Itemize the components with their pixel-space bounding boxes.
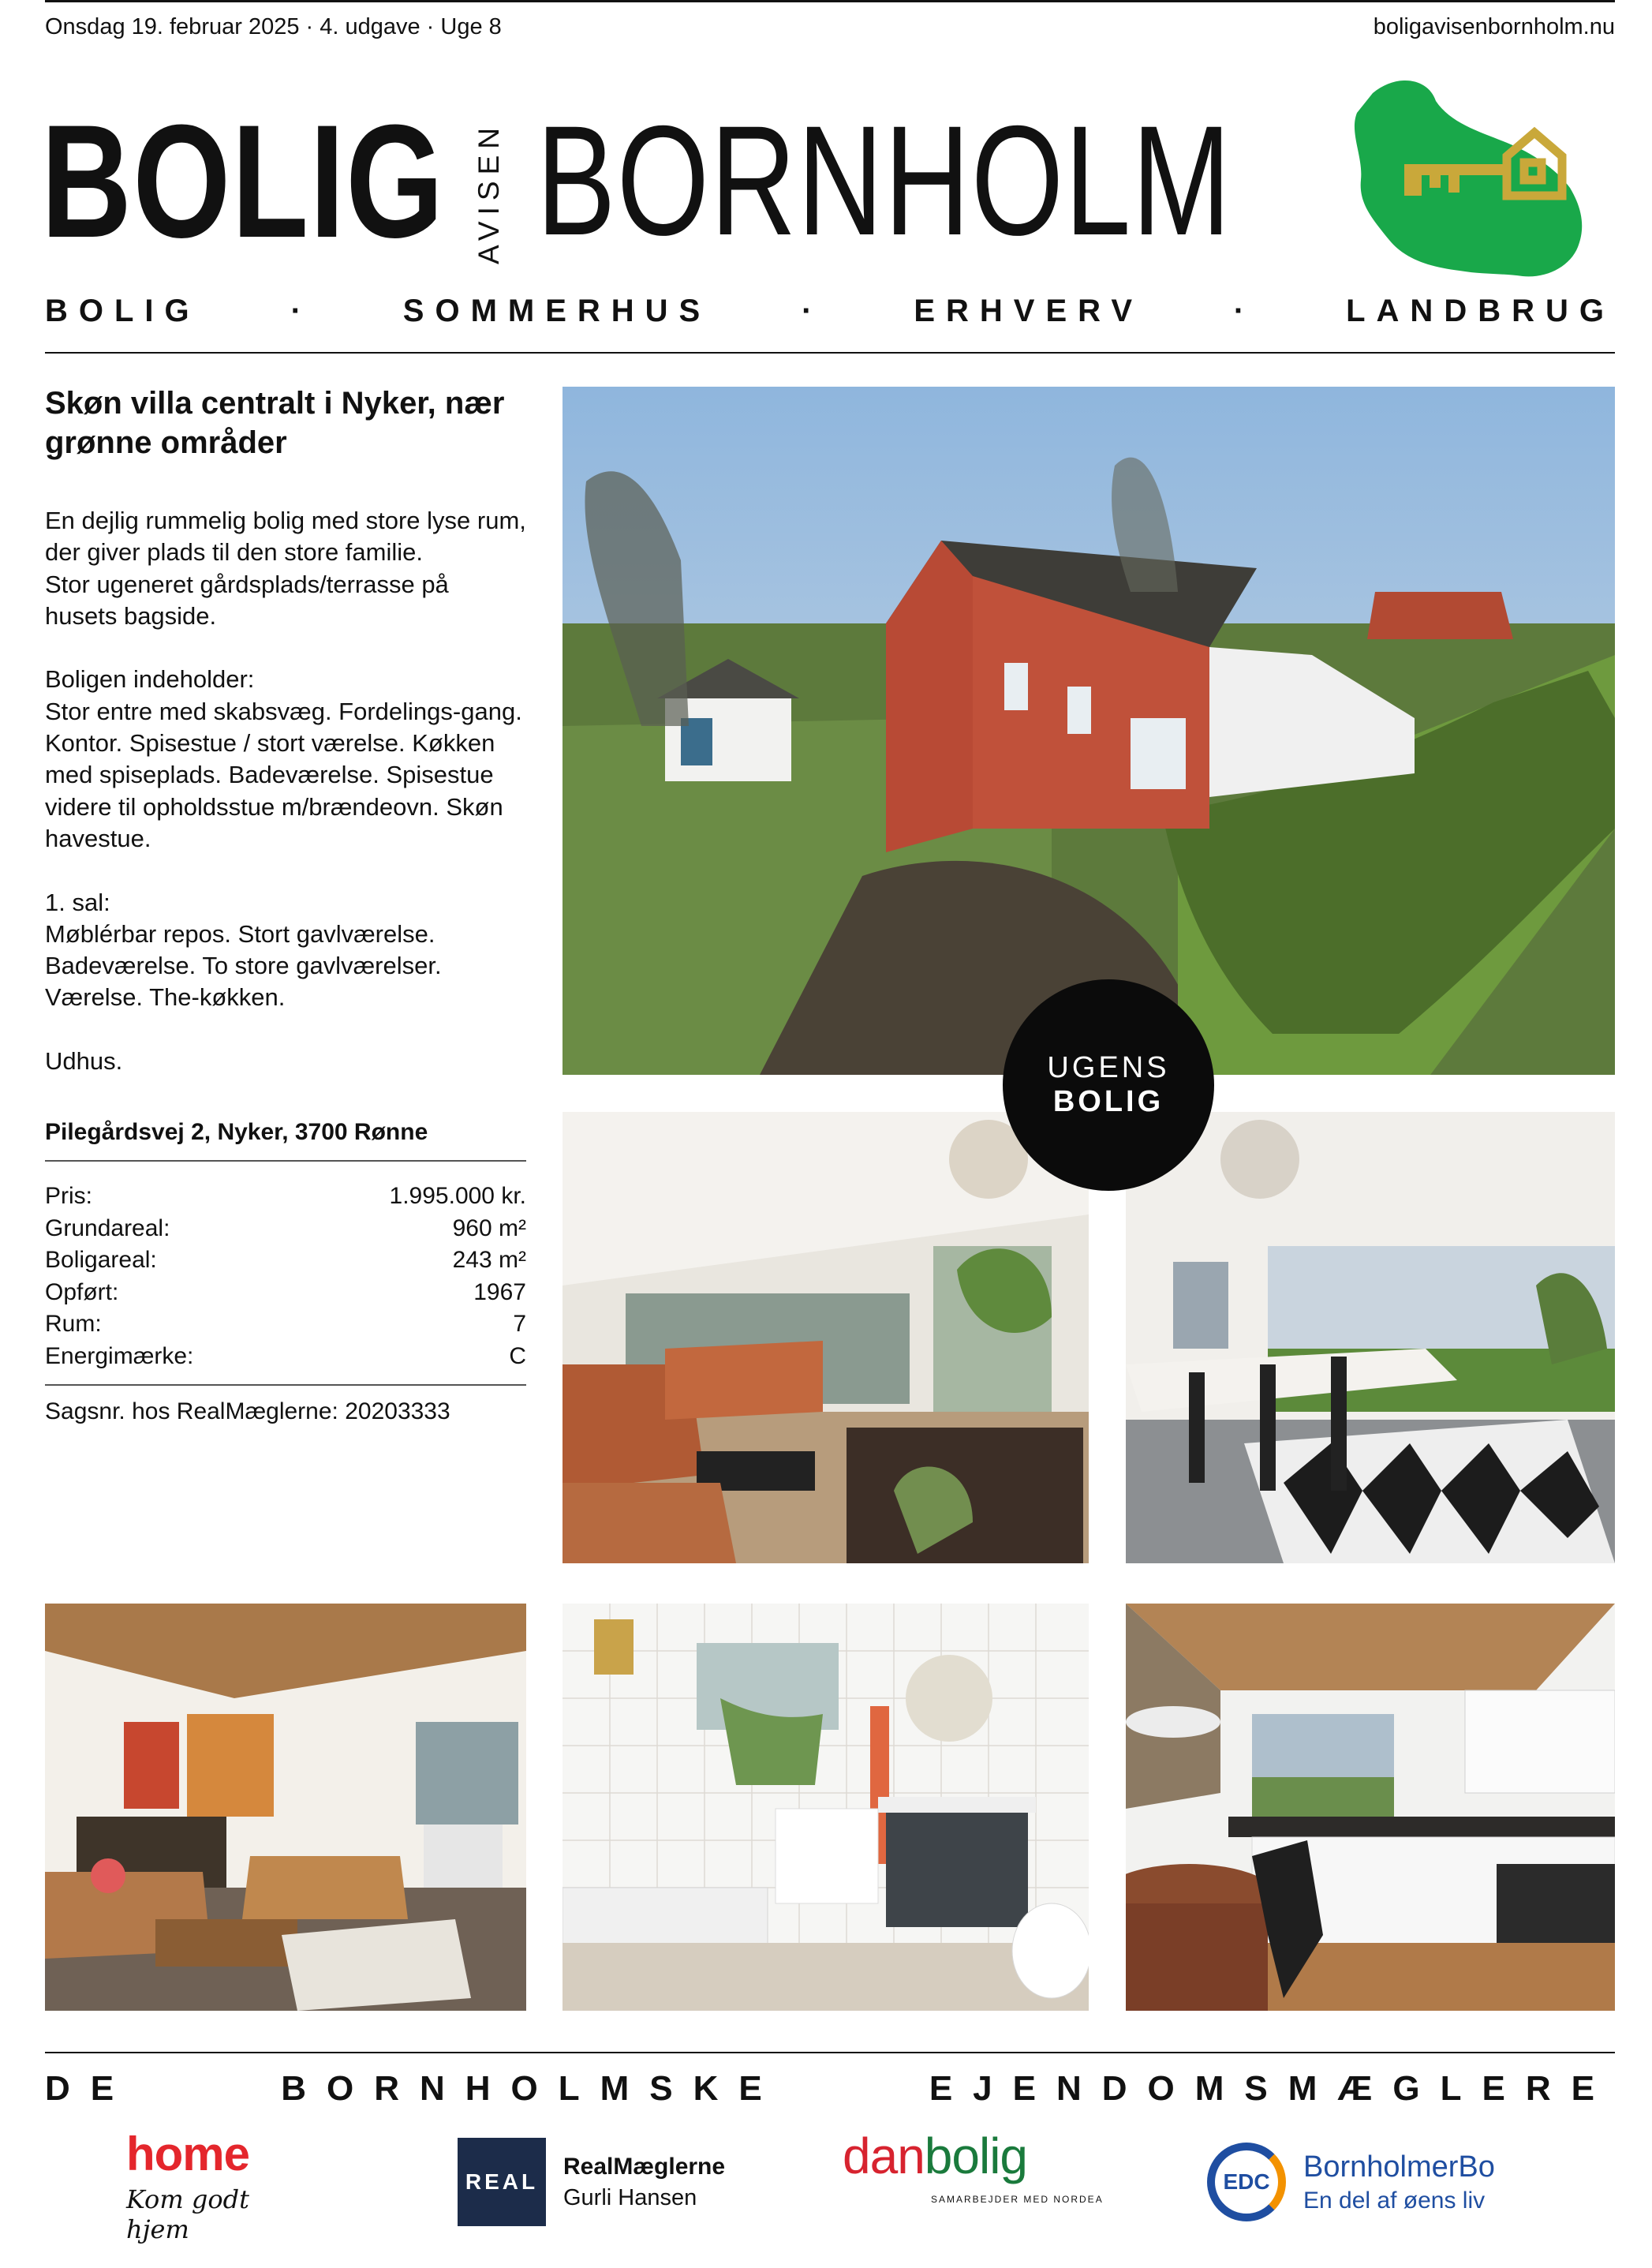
masthead-avisen: AVISEN: [473, 122, 505, 264]
agent-home-logo[interactable]: [126, 2128, 284, 2244]
category-landbrug: LANDBRUG: [1346, 294, 1615, 328]
website-link[interactable]: boligavisenbornholm.nu: [1373, 14, 1615, 39]
photo-living-room: [45, 1604, 526, 2011]
home-tagline: Kom godt hjem: [126, 2184, 249, 2244]
footer-word-bornholmske: BORNHOLMSKE: [281, 2069, 783, 2108]
category-sommerhus: SOMMERHUS: [402, 294, 712, 328]
masthead-avisen-wrap: [473, 118, 512, 264]
agent-edc-logo[interactable]: [1207, 2131, 1570, 2233]
real-sub: Gurli Hansen: [563, 2184, 697, 2210]
masthead-bolig: BOLIG: [41, 92, 445, 271]
home-wordmark: home: [126, 2128, 250, 2180]
header-rule: [45, 352, 1615, 354]
fact-value: 243 m²: [452, 1247, 526, 1273]
fact-row-plot: [45, 1213, 526, 1245]
fact-row-rooms: [45, 1308, 526, 1341]
badge-line2: BOLIG: [1052, 1085, 1164, 1118]
facts-rule-bottom: [45, 1384, 526, 1386]
edc-circle-icon: [1207, 2143, 1286, 2221]
top-rule: [45, 0, 1615, 2]
danbolig-bolig: bolig: [924, 2128, 1027, 2184]
fact-label: Grundareal:: [45, 1214, 170, 1241]
real-name: RealMæglerne: [563, 2153, 726, 2180]
agent-realmaeglerne-logo[interactable]: [458, 2131, 742, 2233]
edc-text: [1303, 2150, 1495, 2214]
fact-row-price: [45, 1181, 526, 1213]
footer-title: [45, 2069, 1615, 2109]
fact-row-energy: [45, 1341, 526, 1373]
fact-value: 1.995.000 kr.: [389, 1183, 526, 1209]
bornholm-key-logo: [1341, 69, 1609, 290]
photo-kitchen: [1126, 1604, 1615, 2011]
fact-value: 960 m²: [452, 1214, 526, 1241]
agent-danbolig-logo[interactable]: [843, 2128, 1111, 2233]
week-property-badge: [1003, 979, 1214, 1191]
fact-label: Rum:: [45, 1311, 102, 1337]
facts-rule-top: [45, 1160, 526, 1162]
category-bolig: BOLIG: [45, 294, 200, 328]
fact-row-living-area: [45, 1244, 526, 1277]
category-separator: ·: [1233, 294, 1256, 328]
edc-box-label: EDC: [1223, 2169, 1270, 2194]
article-body: En dejlig rummelig bolig med store lyse rum, der giver plads til den store familie. Stor ugeneret gårdsplads/terrasse på husets bagside. Boligen indeholder: Stor entre med skabsvæg. Fordelings-gang. Kontor. Spisestue / stort værelse. Køkken med spiseplads. Badeværelse. Spisestue videre til opholdsstue m/brændeovn. Skøn havestue. 1. sal: Møblérbar repos. Stort gavlværelse. Badeværelse. To store gavlværelser. Værelse. The-køkken. Udhus.: [45, 507, 526, 1076]
fact-value: C: [509, 1342, 526, 1369]
real-text: [563, 2154, 725, 2211]
property-facts: [45, 1181, 526, 1372]
edc-sub: En del af øens liv: [1303, 2187, 1486, 2214]
danbolig-wordmark: [843, 2128, 1111, 2184]
issue-date: Onsdag 19. februar 2025 · 4. udgave · Uge 8: [45, 14, 502, 39]
badge-line1: UGENS: [1047, 1051, 1170, 1084]
category-bar: [45, 294, 1615, 329]
fact-label: Pris:: [45, 1183, 92, 1209]
fact-label: Energimærke:: [45, 1342, 194, 1369]
footer-word-ejendomsmaeglere: EJENDOMSMÆGLERE: [929, 2069, 1615, 2108]
fact-value: 1967: [473, 1278, 526, 1305]
footer-rule: [45, 2052, 1615, 2053]
edc-name: BornholmerBo: [1303, 2150, 1495, 2184]
category-separator: ·: [802, 294, 824, 328]
property-address: Pilegårdsvej 2, Nyker, 3700 Rønne: [45, 1119, 428, 1145]
danbolig-dan: dan: [843, 2128, 925, 2184]
fact-label: Opført:: [45, 1278, 119, 1305]
masthead-bornholm: BORNHOLM: [536, 93, 1232, 268]
article-headline: Skøn villa centralt i Nyker, nær grønne områder: [45, 386, 505, 460]
photo-bathroom: [563, 1604, 1089, 2011]
category-erhverv: ERHVERV: [914, 294, 1143, 328]
fact-label: Boligareal:: [45, 1247, 157, 1273]
photo-conservatory: [563, 1112, 1089, 1563]
case-number: Sagsnr. hos RealMæglerne: 20203333: [45, 1398, 450, 1424]
fact-value: 7: [513, 1311, 526, 1337]
fact-row-built: [45, 1277, 526, 1309]
island-shape-icon: [1355, 80, 1582, 276]
real-box-icon: REAL: [458, 2138, 546, 2226]
footer-word-de: DE: [45, 2069, 135, 2108]
category-separator: ·: [290, 294, 312, 328]
photo-dining-room: [1126, 1112, 1615, 1563]
danbolig-sub: SAMARBEJDER MED NORDEA: [931, 2194, 1104, 2205]
photo-house-exterior: [563, 387, 1615, 1075]
